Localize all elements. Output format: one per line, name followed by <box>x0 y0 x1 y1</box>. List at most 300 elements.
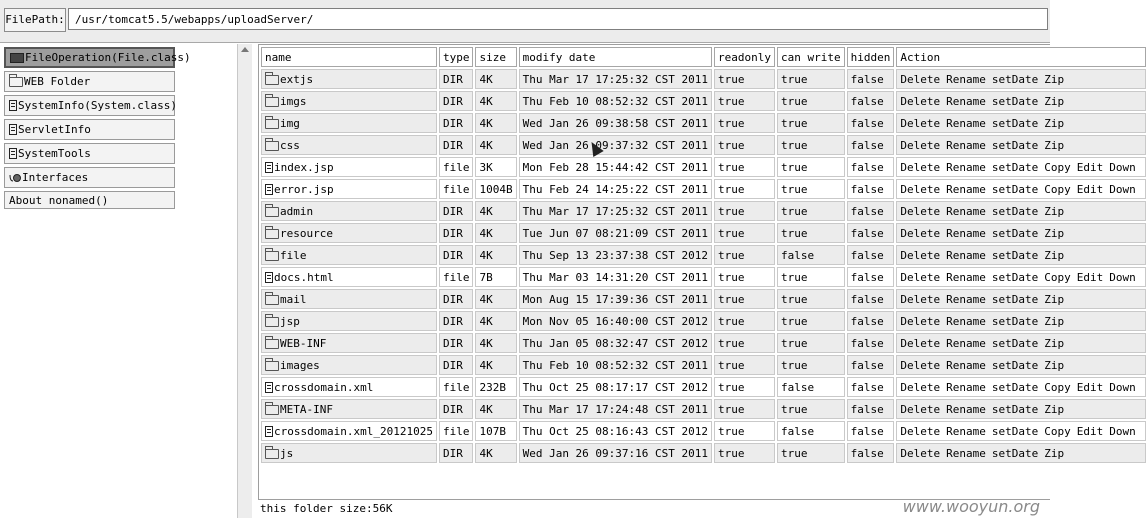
cell-readonly: true <box>714 113 775 133</box>
nav-item-label: ServletInfo <box>18 123 91 136</box>
col-header-modify-date[interactable]: modify date <box>519 47 712 67</box>
edit-action-link[interactable]: Edit <box>1076 270 1104 284</box>
cell-can-write: true <box>777 333 845 353</box>
name-wrap <box>265 139 433 152</box>
cell-can-write: true <box>777 355 845 375</box>
cell-type: DIR <box>439 201 474 221</box>
setdate-action-link[interactable]: setDate <box>991 94 1039 108</box>
folder-icon <box>265 251 279 261</box>
cell-name[interactable] <box>261 69 437 89</box>
cell-can-write: true <box>777 179 845 199</box>
zip-action-link[interactable]: Zip <box>1044 446 1065 460</box>
cell-size: 4K <box>475 355 516 375</box>
down-action-link[interactable]: Down <box>1109 270 1136 284</box>
nav-item-label: About nonamed() <box>9 193 109 207</box>
cell-modify-date: Mon Aug 15 17:39:36 CST 2011 <box>519 289 712 309</box>
cell-hidden: false <box>847 157 895 177</box>
nav-item-3[interactable] <box>4 119 175 140</box>
cell-can-write: true <box>777 223 845 243</box>
cell-size: 3K <box>475 157 516 177</box>
copy-action-link[interactable]: Copy <box>1044 182 1071 196</box>
name-wrap <box>265 425 433 438</box>
cell-type: DIR <box>439 113 474 133</box>
nav-item-label: Interfaces <box>22 171 89 184</box>
rename-action-link[interactable]: Rename <box>946 402 986 416</box>
folder-icon <box>9 77 23 87</box>
table-row <box>261 267 1146 287</box>
table-row <box>261 355 1146 375</box>
rename-action-link[interactable]: Rename <box>946 380 986 394</box>
cell-hidden: false <box>847 201 895 221</box>
cell-name[interactable] <box>261 267 437 287</box>
zip-action-link[interactable]: Zip <box>1044 292 1065 306</box>
cell-type: DIR <box>439 289 474 309</box>
col-header-name[interactable]: name <box>261 47 437 67</box>
cell-readonly: true <box>714 245 775 265</box>
setdate-action-link[interactable]: setDate <box>991 402 1039 416</box>
cell-modify-date: Mon Nov 05 16:40:00 CST 2012 <box>519 311 712 331</box>
cell-type: DIR <box>439 355 474 375</box>
cell-type: file <box>439 267 474 287</box>
cell-can-write: true <box>777 267 845 287</box>
cell-modify-date: Thu Mar 17 17:25:32 CST 2011 <box>519 201 712 221</box>
cell-modify-date: Thu Sep 13 23:37:38 CST 2012 <box>519 245 712 265</box>
file-name[interactable]: imgs <box>280 94 307 108</box>
name-wrap <box>265 359 433 372</box>
cell-name[interactable] <box>261 399 437 419</box>
cell-readonly: true <box>714 157 775 177</box>
cell-name[interactable] <box>261 311 437 331</box>
file-name[interactable]: jsp <box>280 314 300 328</box>
zip-action-link[interactable]: Zip <box>1044 138 1065 152</box>
cell-actions <box>896 135 1145 155</box>
cell-size: 4K <box>475 135 516 155</box>
cell-hidden: false <box>847 377 895 397</box>
copy-action-link[interactable]: Copy <box>1044 160 1071 174</box>
scroll-up-arrow-icon[interactable] <box>241 47 249 52</box>
file-name[interactable]: resource <box>280 226 333 240</box>
col-header-hidden[interactable]: hidden <box>847 47 895 67</box>
cell-size: 4K <box>475 399 516 419</box>
left-scrollbar[interactable] <box>237 44 252 518</box>
rename-action-link[interactable]: Rename <box>946 94 986 108</box>
folder-icon <box>265 207 279 217</box>
cell-can-write: true <box>777 91 845 111</box>
folder-icon <box>265 317 279 327</box>
folder-icon <box>265 449 279 459</box>
file-icon <box>265 382 273 393</box>
setdate-action-link[interactable]: setDate <box>991 314 1039 328</box>
cell-actions <box>896 245 1145 265</box>
edit-action-link[interactable]: Edit <box>1076 380 1104 394</box>
cell-size: 4K <box>475 333 516 353</box>
cell-actions <box>896 443 1145 463</box>
nav-item-label: WEB Folder <box>24 75 91 88</box>
watermark: www.wooyun.org <box>902 497 1040 516</box>
name-wrap <box>265 161 433 174</box>
zip-action-link[interactable]: Zip <box>1044 226 1065 240</box>
file-name[interactable]: error.jsp <box>274 182 334 196</box>
cell-name[interactable] <box>261 377 437 397</box>
setdate-action-link[interactable]: setDate <box>991 336 1039 350</box>
nav-item-6[interactable] <box>4 191 175 209</box>
file-table <box>259 45 1148 465</box>
name-wrap <box>265 337 433 350</box>
rename-action-link[interactable]: Rename <box>946 270 986 284</box>
edit-action-link[interactable]: Edit <box>1076 160 1104 174</box>
cell-actions <box>896 157 1145 177</box>
delete-action-link[interactable]: Delete <box>900 160 941 174</box>
file-name[interactable]: extjs <box>280 72 314 86</box>
delete-action-link[interactable]: Delete <box>900 446 941 460</box>
cell-name[interactable] <box>261 113 437 133</box>
cell-can-write: false <box>777 245 845 265</box>
cell-hidden: false <box>847 289 895 309</box>
table-row <box>261 91 1146 111</box>
file-name[interactable]: mail <box>280 292 307 306</box>
delete-action-link[interactable]: Delete <box>900 182 941 196</box>
cell-type: DIR <box>439 135 474 155</box>
table-row <box>261 399 1146 419</box>
name-wrap <box>265 205 433 218</box>
rename-action-link[interactable]: Rename <box>946 182 986 196</box>
zip-action-link[interactable]: Zip <box>1044 72 1065 86</box>
setdate-action-link[interactable]: setDate <box>991 226 1039 240</box>
setdate-action-link[interactable]: setDate <box>991 380 1039 394</box>
name-wrap <box>265 315 433 328</box>
rename-action-link[interactable]: Rename <box>946 138 986 152</box>
delete-action-link[interactable]: Delete <box>900 270 941 284</box>
delete-action-link[interactable]: Delete <box>900 402 941 416</box>
cell-modify-date: Tue Jun 07 08:21:09 CST 2011 <box>519 223 712 243</box>
cell-hidden: false <box>847 443 895 463</box>
cell-modify-date: Thu Oct 25 08:16:43 CST 2012 <box>519 421 712 441</box>
cell-hidden: false <box>847 69 895 89</box>
folder-icon <box>265 339 279 349</box>
setdate-action-link[interactable]: setDate <box>991 270 1039 284</box>
file-name[interactable]: js <box>280 446 294 460</box>
cell-type: DIR <box>439 333 474 353</box>
cell-readonly: true <box>714 223 775 243</box>
cell-size: 4K <box>475 69 516 89</box>
cell-readonly: true <box>714 267 775 287</box>
nav-item-1[interactable] <box>4 71 175 92</box>
cell-can-write: true <box>777 443 845 463</box>
rename-action-link[interactable]: Rename <box>946 424 986 438</box>
down-action-link[interactable]: Down <box>1109 160 1136 174</box>
col-header-size[interactable]: size <box>475 47 516 67</box>
file-icon <box>265 272 273 283</box>
col-header-can-write[interactable]: can write <box>777 47 845 67</box>
delete-action-link[interactable]: Delete <box>900 72 941 86</box>
delete-action-link[interactable]: Delete <box>900 226 941 240</box>
cell-size: 4K <box>475 443 516 463</box>
cell-name[interactable] <box>261 201 437 221</box>
cell-can-write: false <box>777 421 845 441</box>
cell-size: 7B <box>475 267 516 287</box>
setdate-action-link[interactable]: setDate <box>991 72 1039 86</box>
rename-action-link[interactable]: Rename <box>946 314 986 328</box>
cell-modify-date: Thu Feb 10 08:52:32 CST 2011 <box>519 91 712 111</box>
delete-action-link[interactable]: Delete <box>900 380 941 394</box>
zip-action-link[interactable]: Zip <box>1044 314 1065 328</box>
delete-action-link[interactable]: Delete <box>900 424 941 438</box>
cell-name[interactable] <box>261 355 437 375</box>
file-name[interactable]: META-INF <box>280 402 333 416</box>
table-row <box>261 69 1146 89</box>
cell-readonly: true <box>714 289 775 309</box>
zip-action-link[interactable]: Zip <box>1044 402 1065 416</box>
copy-action-link[interactable]: Copy <box>1044 424 1071 438</box>
file-name[interactable]: img <box>280 116 300 130</box>
zip-action-link[interactable]: Zip <box>1044 94 1065 108</box>
rename-action-link[interactable]: Rename <box>946 160 986 174</box>
cell-readonly: true <box>714 311 775 331</box>
nav-item-2[interactable] <box>4 95 175 116</box>
cell-type: DIR <box>439 443 474 463</box>
file-name[interactable]: file <box>280 248 307 262</box>
cell-can-write: true <box>777 69 845 89</box>
zip-action-link[interactable]: Zip <box>1044 336 1065 350</box>
name-wrap <box>265 271 433 284</box>
name-wrap <box>265 73 433 86</box>
cell-name[interactable] <box>261 179 437 199</box>
nav-item-5[interactable] <box>4 167 175 188</box>
setdate-action-link[interactable]: setDate <box>991 248 1039 262</box>
file-name[interactable]: docs.html <box>274 270 334 284</box>
down-action-link[interactable]: Down <box>1109 424 1136 438</box>
cell-actions <box>896 377 1145 397</box>
drive-icon <box>10 53 24 63</box>
setdate-action-link[interactable]: setDate <box>991 204 1039 218</box>
cell-actions <box>896 179 1145 199</box>
cell-can-write: false <box>777 377 845 397</box>
cell-actions <box>896 267 1145 287</box>
zip-action-link[interactable]: Zip <box>1044 204 1065 218</box>
table-row <box>261 311 1146 331</box>
filepath-label: FilePath: <box>4 8 66 32</box>
cell-name[interactable] <box>261 223 437 243</box>
table-row <box>261 201 1146 221</box>
file-icon <box>9 124 17 135</box>
cell-hidden: false <box>847 113 895 133</box>
cell-name[interactable] <box>261 443 437 463</box>
cell-hidden: false <box>847 91 895 111</box>
folder-icon <box>265 119 279 129</box>
file-icon <box>265 162 273 173</box>
cell-modify-date: Thu Oct 25 08:17:17 CST 2012 <box>519 377 712 397</box>
rename-action-link[interactable]: Rename <box>946 72 986 86</box>
cell-modify-date: Thu Feb 10 08:52:32 CST 2011 <box>519 355 712 375</box>
cell-type: DIR <box>439 69 474 89</box>
table-row <box>261 377 1146 397</box>
nav-item-label: SystemTools <box>18 147 91 160</box>
setdate-action-link[interactable]: setDate <box>991 160 1039 174</box>
delete-action-link[interactable]: Delete <box>900 248 941 262</box>
filepath-bar <box>0 0 1050 43</box>
cell-name[interactable] <box>261 289 437 309</box>
name-wrap <box>265 227 433 240</box>
file-name[interactable]: images <box>280 358 320 372</box>
folder-icon <box>265 295 279 305</box>
cell-can-write: true <box>777 135 845 155</box>
cell-size: 4K <box>475 201 516 221</box>
setdate-action-link[interactable]: setDate <box>991 116 1039 130</box>
col-header-type[interactable]: type <box>439 47 474 67</box>
cell-name[interactable] <box>261 91 437 111</box>
col-header-readonly[interactable]: readonly <box>714 47 775 67</box>
cell-actions <box>896 113 1145 133</box>
name-wrap <box>265 249 433 262</box>
cell-modify-date: Thu Jan 05 08:32:47 CST 2012 <box>519 333 712 353</box>
edit-action-link[interactable]: Edit <box>1076 182 1104 196</box>
cell-readonly: true <box>714 443 775 463</box>
file-icon <box>265 426 273 437</box>
zip-action-link[interactable]: Zip <box>1044 116 1065 130</box>
cell-modify-date: Thu Mar 17 17:24:48 CST 2011 <box>519 399 712 419</box>
file-name[interactable]: crossdomain.xml_20121025 <box>274 424 433 438</box>
file-name[interactable]: css <box>280 138 300 152</box>
file-icon <box>9 148 17 159</box>
delete-action-link[interactable]: Delete <box>900 204 941 218</box>
setdate-action-link[interactable]: setDate <box>991 424 1039 438</box>
cell-modify-date: Wed Jan 26 09:38:58 CST 2011 <box>519 113 712 133</box>
cell-name[interactable] <box>261 333 437 353</box>
table-row <box>261 289 1146 309</box>
cell-hidden: false <box>847 179 895 199</box>
cell-hidden: false <box>847 267 895 287</box>
name-wrap <box>265 293 433 306</box>
cell-type: file <box>439 179 474 199</box>
cell-type: file <box>439 421 474 441</box>
file-name[interactable]: crossdomain.xml <box>274 380 374 394</box>
cell-readonly: true <box>714 399 775 419</box>
cell-can-write: true <box>777 399 845 419</box>
file-icon <box>9 100 17 111</box>
table-row <box>261 113 1146 133</box>
nav-item-0[interactable] <box>4 47 191 68</box>
cell-hidden: false <box>847 135 895 155</box>
zip-action-link[interactable]: Zip <box>1044 248 1065 262</box>
left-nav <box>4 47 191 209</box>
delete-action-link[interactable]: Delete <box>900 358 941 372</box>
folder-icon <box>265 405 279 415</box>
setdate-action-link[interactable]: setDate <box>991 446 1039 460</box>
name-wrap <box>265 447 433 460</box>
cell-modify-date: Wed Jan 26 09:37:32 CST 2011 <box>519 135 712 155</box>
cell-hidden: false <box>847 421 895 441</box>
rename-action-link[interactable]: Rename <box>946 358 986 372</box>
cell-hidden: false <box>847 245 895 265</box>
cell-name[interactable] <box>261 135 437 155</box>
cell-name[interactable] <box>261 245 437 265</box>
cell-type: file <box>439 157 474 177</box>
delete-action-link[interactable]: Delete <box>900 336 941 350</box>
cell-can-write: true <box>777 201 845 221</box>
cell-size: 4K <box>475 223 516 243</box>
cell-name[interactable] <box>261 157 437 177</box>
rename-action-link[interactable]: Rename <box>946 204 986 218</box>
cell-size: 1004B <box>475 179 516 199</box>
cell-hidden: false <box>847 333 895 353</box>
nav-item-4[interactable] <box>4 143 175 164</box>
cell-size: 107B <box>475 421 516 441</box>
rename-action-link[interactable]: Rename <box>946 226 986 240</box>
cell-readonly: true <box>714 91 775 111</box>
cell-actions <box>896 355 1145 375</box>
interface-icon <box>9 173 21 183</box>
delete-action-link[interactable]: Delete <box>900 94 941 108</box>
name-wrap <box>265 183 433 196</box>
cell-modify-date: Thu Mar 17 17:25:32 CST 2011 <box>519 69 712 89</box>
name-wrap <box>265 403 433 416</box>
zip-action-link[interactable]: Zip <box>1044 358 1065 372</box>
rename-action-link[interactable]: Rename <box>946 336 986 350</box>
cell-actions <box>896 333 1145 353</box>
cell-size: 4K <box>475 311 516 331</box>
delete-action-link[interactable]: Delete <box>900 292 941 306</box>
cell-type: DIR <box>439 245 474 265</box>
cell-actions <box>896 69 1145 89</box>
cell-readonly: true <box>714 69 775 89</box>
setdate-action-link[interactable]: setDate <box>991 182 1039 196</box>
folder-icon <box>265 229 279 239</box>
cell-type: DIR <box>439 399 474 419</box>
rename-action-link[interactable]: Rename <box>946 248 986 262</box>
nav-item-label: FileOperation(File.class) <box>25 51 191 64</box>
cell-readonly: true <box>714 421 775 441</box>
edit-action-link[interactable]: Edit <box>1076 424 1104 438</box>
rename-action-link[interactable]: Rename <box>946 116 986 130</box>
cell-hidden: false <box>847 355 895 375</box>
delete-action-link[interactable]: Delete <box>900 116 941 130</box>
cell-actions <box>896 91 1145 111</box>
cell-actions <box>896 399 1145 419</box>
setdate-action-link[interactable]: setDate <box>991 358 1039 372</box>
cell-readonly: true <box>714 377 775 397</box>
setdate-action-link[interactable]: setDate <box>991 138 1039 152</box>
cell-actions <box>896 289 1145 309</box>
cell-hidden: false <box>847 399 895 419</box>
delete-action-link[interactable]: Delete <box>900 314 941 328</box>
copy-action-link[interactable]: Copy <box>1044 380 1071 394</box>
file-icon <box>265 184 273 195</box>
cell-modify-date: Mon Feb 28 15:44:42 CST 2011 <box>519 157 712 177</box>
delete-action-link[interactable]: Delete <box>900 138 941 152</box>
cell-can-write: true <box>777 311 845 331</box>
cell-can-write: true <box>777 157 845 177</box>
folder-icon <box>265 141 279 151</box>
file-name[interactable]: admin <box>280 204 314 218</box>
down-action-link[interactable]: Down <box>1109 182 1136 196</box>
file-name[interactable]: WEB-INF <box>280 336 327 350</box>
cell-readonly: true <box>714 135 775 155</box>
rename-action-link[interactable]: Rename <box>946 292 986 306</box>
col-header-action: Action <box>896 47 1145 67</box>
nav-item-label: SystemInfo(System.class) <box>18 99 177 112</box>
copy-action-link[interactable]: Copy <box>1044 270 1071 284</box>
setdate-action-link[interactable]: setDate <box>991 292 1039 306</box>
table-row <box>261 179 1146 199</box>
rename-action-link[interactable]: Rename <box>946 446 986 460</box>
cell-actions <box>896 223 1145 243</box>
name-wrap <box>265 381 433 394</box>
file-name[interactable]: index.jsp <box>274 160 334 174</box>
down-action-link[interactable]: Down <box>1109 380 1136 394</box>
cell-name[interactable] <box>261 421 437 441</box>
cell-modify-date: Wed Jan 26 09:37:16 CST 2011 <box>519 443 712 463</box>
filepath-input[interactable] <box>68 8 1048 30</box>
